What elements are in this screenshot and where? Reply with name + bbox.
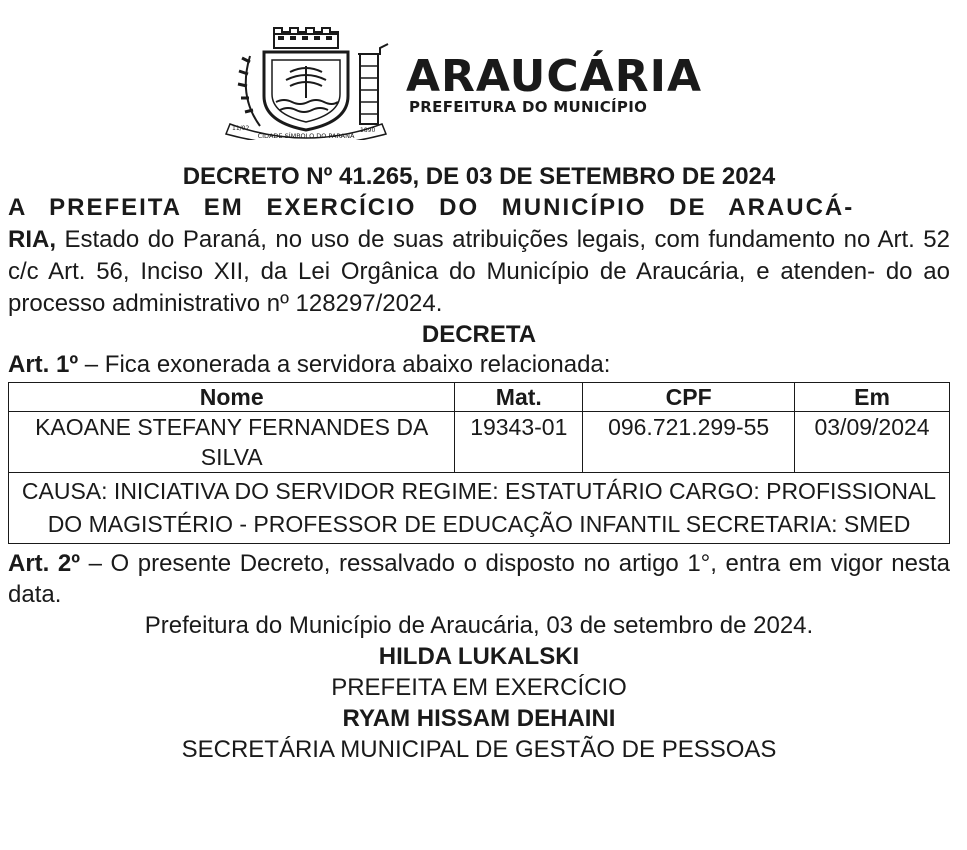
article-2	[8, 548, 950, 610]
cell-name: KAOANE STEFANY FERNANDES DA SILVA	[9, 412, 455, 473]
seal-ribbon-text: CIDADE SÍMBOLO DO PARANÁ	[257, 132, 355, 140]
cell-cause: CAUSA: INICIATIVA DO SERVIDOR REGIME: ESTATUTÁRIO CARGO: PROFISSIONAL DO MAGISTÉRIO - PROFESSOR DE EDUCAÇÃO INFANTIL SECRETARIA: SMED	[9, 473, 950, 544]
article-2-text: – O presente Decreto, ressalvado o disposto no artigo 1°, entra em vigor nesta data.	[8, 550, 950, 608]
table-header-row	[9, 383, 950, 412]
decree-title: DECRETO Nº 41.265, DE 03 DE SETEMBRO DE 2024	[182, 163, 776, 190]
article-1-label: Art. 1º	[8, 351, 79, 378]
decreta-heading: DECRETA	[421, 321, 537, 348]
cell-date: 03/09/2024	[795, 412, 950, 473]
table-row	[9, 412, 950, 473]
signer-1-name: HILDA LUKALSKI	[378, 643, 580, 670]
article-2-label: Art. 2º	[8, 550, 81, 577]
decree-preamble	[8, 192, 950, 320]
column-header: Mat.	[455, 383, 583, 412]
brand-subtitle: PREFEITURA DO MUNICÍPIO	[409, 98, 648, 116]
signer-2-title: SECRETÁRIA MUNICIPAL DE GESTÃO DE PESSOAS	[181, 736, 777, 763]
decree-page	[8, 0, 950, 765]
cell-cpf: 096.721.299-55	[583, 412, 795, 473]
employee-table	[8, 382, 950, 544]
place-date: Prefeitura do Município de Araucária, 03 de setembro de 2024.	[144, 612, 814, 639]
seal-date-right: 1890	[360, 127, 376, 134]
cell-registration: 19343-01	[455, 412, 583, 473]
table-cause-row	[9, 473, 950, 544]
column-header: Em	[795, 383, 950, 412]
preamble-bold-cont: RIA,	[8, 226, 56, 253]
article-1	[8, 350, 950, 380]
column-header: Nome	[9, 383, 455, 412]
preamble-bold-line: A PREFEITA EM EXERCÍCIO DO MUNICÍPIO DE ARAUCÁ-	[8, 194, 855, 221]
preamble-text: Estado do Paraná, no uso de suas atribuições legais, com fundamento no Art. 52 c/c Art. 56, Inciso XII, da Lei Orgânica do Município de Araucária, e atenden- do ao processo administrativo nº 128297/2024.	[8, 226, 950, 317]
brand-name: ARAUCÁRIA	[406, 51, 703, 102]
signer-1-title: PREFEITA EM EXERCÍCIO	[331, 674, 627, 701]
article-1-text: – Fica exonerada a servidora abaixo relacionada:	[78, 351, 611, 378]
brand-block	[406, 51, 703, 116]
seal-date-left: 11/02	[232, 125, 250, 132]
municipal-seal-icon	[220, 26, 392, 140]
header	[8, 0, 950, 150]
signer-2-name: RYAM HISSAM DEHAINI	[342, 705, 616, 732]
column-header: CPF	[583, 383, 795, 412]
